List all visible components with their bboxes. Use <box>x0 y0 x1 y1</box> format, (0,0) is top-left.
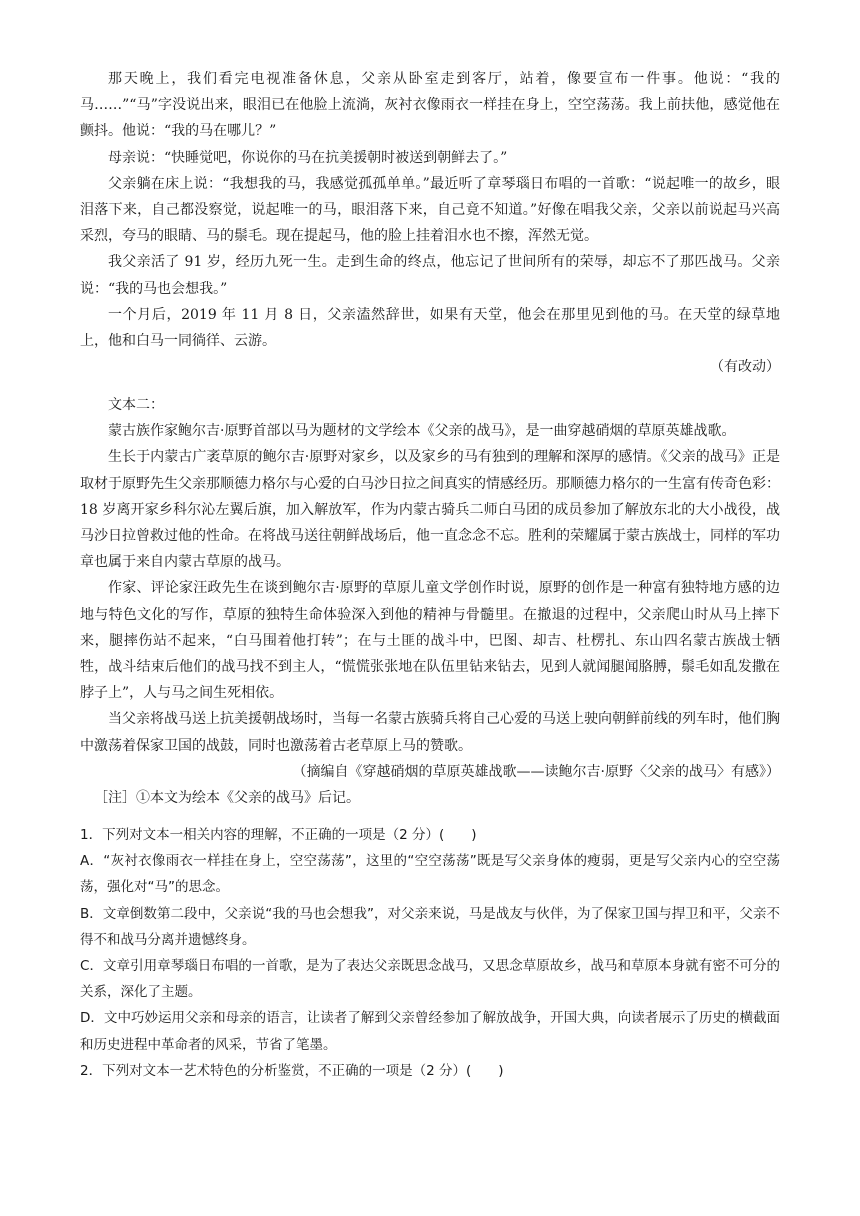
questions-section <box>80 822 780 1084</box>
paragraph: 那天晚上，我们看完电视准备休息，父亲从卧室走到客厅，站着，像要宣布一件事。他说：“我的马……”“马”字没说出来，眼泪已在他脸上流淌，灰衬衣像雨衣一样挂在身上，空空荡荡。我上前扶他，感觉他在颤抖。他说：“我的马在哪儿？” <box>80 71 780 140</box>
question-stem: 1．下列对文本一相关内容的理解，不正确的一项是（2 分）( ) <box>80 827 477 843</box>
option-a: A．“灰衬衣像雨衣一样挂在身上，空空荡荡”，这里的“空空荡荡”既是写父亲身体的瘦弱，更是写父亲内心的空空荡荡，强化对“马”的思念。 <box>80 853 780 896</box>
paragraph: 作家、评论家汪政先生在谈到鲍尔吉·原野的草原儿童文学创作时说，原野的创作是一种富有独特地方感的边地与特色文化的写作，草原的独特生命体验深入到他的精神与骨髓里。在撤退的过程中，父亲爬山时从马上摔下来，腿摔伤站不起来，“白马围着他打转”；在与土匪的战斗中，巴图、却吉、杜楞扎、东山四名蒙古族战士牺牲，战斗结束后他们的战马找不到主人，“慌慌张张地在队伍里钻来钻去，见到人就闻腿闻胳膊，鬃毛如乱发撒在脖子上”，人与马之间生死相依。 <box>80 580 780 702</box>
option-d: D．文中巧妙运用父亲和母亲的语言，让读者了解到父亲曾经参加了解放战争，开国大典，向读者展示了历史的横截面和历史进程中革命者的风采，节省了笔墨。 <box>80 1010 780 1053</box>
paragraph: 一个月后，2019 年 11 月 8 日，父亲溘然辞世，如果有天堂，他会在那里见到他的马。在天堂的绿草地上，他和白马一同徜徉、云游。 <box>80 306 780 350</box>
option-b: B．文章倒数第二段中，父亲说“我的马也会想我”，对父亲来说，马是战友与伙伴，为了保家卫国与捍卫和平，父亲不得不和战马分离并遗憾终身。 <box>80 905 780 948</box>
source-note: （摘编自《穿越硝烟的草原英雄战歌——读鲍尔吉·原野〈父亲的战马〉有感》） <box>292 763 780 780</box>
paragraph: 母亲说：“快睡觉吧，你说你的马在抗美援朝时被送到朝鲜去了。” <box>108 149 508 166</box>
footnote: ［注］①本文为绘本《父亲的战马》后记。 <box>94 790 360 807</box>
text-one-section <box>80 66 780 380</box>
paragraph: 生长于内蒙古广袤草原的鲍尔吉·原野对家乡，以及家乡的马有独到的理解和深厚的感情。《父亲的战马》正是取材于原野先生父亲那顺德力格尔与心爱的白马沙日拉之间真实的情感经历。那顺德力格尔的一生富有传奇色彩：18 岁离开家乡科尔沁左翼后旗，加入解放军，作为内蒙古骑兵二师白马团的成员参加了解放东北的大小战役，战马沙日拉曾救过他的性命。在将战马送往朝鲜战场后，他一直念念不忘。胜利的荣耀属于蒙古族战士，同样的军功章也属于来自内蒙古草原的战马。 <box>80 449 780 571</box>
paragraph: 父亲躺在床上说：“我想我的马，我感觉孤孤单单。”最近听了章琴瑙日布唱的一首歌：“说起唯一的故乡，眼泪落下来，自己都没察觉，说起唯一的马，眼泪落下来，自己竟不知道。”好像在唱我父亲，父亲以前说起马兴高采烈，夸马的眼睛、马的鬃毛。现在提起马，他的脸上挂着泪水也不擦，浑然无觉。 <box>80 175 780 245</box>
question-stem: 2．下列对文本一艺术特色的分析鉴赏，不正确的一项是（2 分）( ) <box>80 1062 504 1079</box>
source-note: （有改动） <box>710 359 780 376</box>
paragraph: 蒙古族作家鲍尔吉·原野首部以马为题材的文学绘本《父亲的战马》，是一曲穿越硝烟的草原英雄战歌。 <box>108 423 736 440</box>
text-two-section <box>80 392 780 811</box>
option-c: C．文章引用章琴瑙日布唱的一首歌，是为了表达父亲既思念战马，又思念草原故乡，战马和草原本身就有密不可分的关系，深化了主题。 <box>80 958 780 1001</box>
paragraph: 当父亲将战马送上抗美援朝战场时，当每一名蒙古族骑兵将自己心爱的马送上驶向朝鲜前线的列车时，他们胸中激荡着保家卫国的战鼓，同时也激荡着古老草原上马的赞歌。 <box>80 711 780 754</box>
paragraph: 我父亲活了 91 岁，经历九死一生。走到生命的终点，他忘记了世间所有的荣辱，却忘不了那匹战马。父亲说：“我的马也会想我。” <box>80 254 780 297</box>
section-heading: 文本二： <box>108 397 164 413</box>
